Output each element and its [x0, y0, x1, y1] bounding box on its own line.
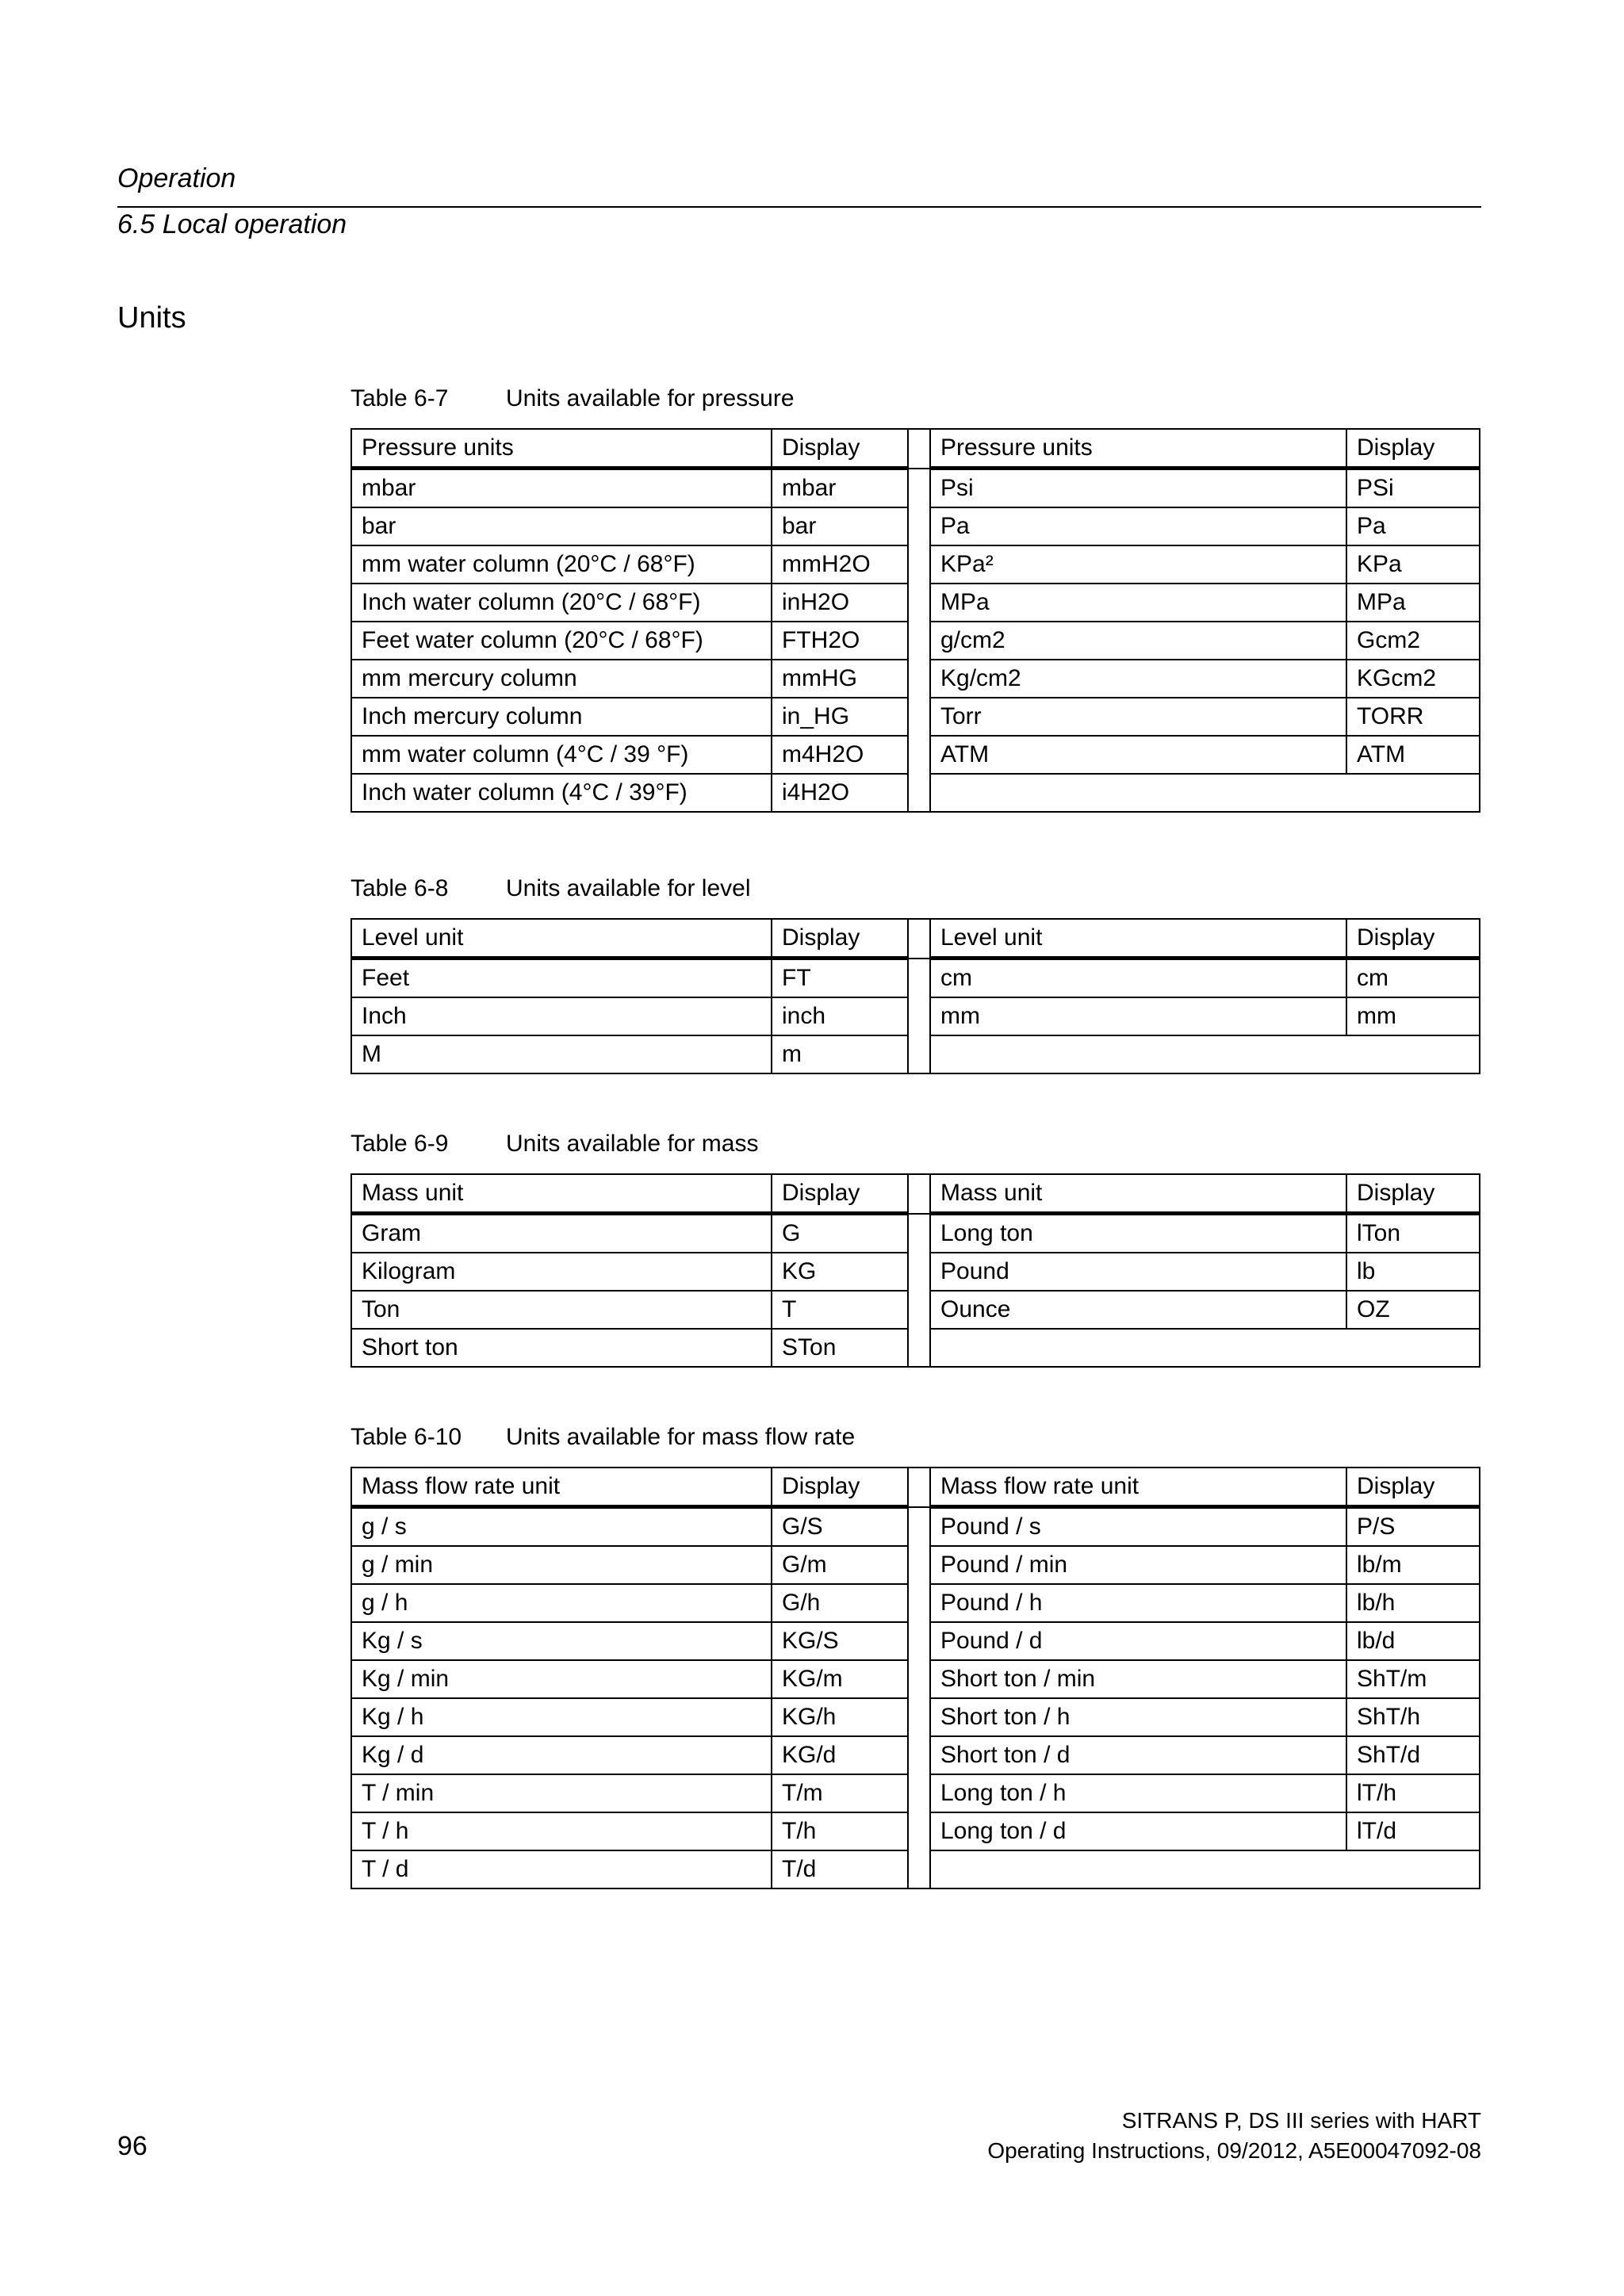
table-caption [350, 385, 795, 412]
column-header: Display [772, 1468, 908, 1507]
table-gap-cell [908, 1291, 930, 1329]
table-row [351, 469, 1480, 508]
table-cell: G [772, 1214, 908, 1253]
table-cell: ShT/m [1346, 1660, 1480, 1698]
column-header: Level unit [351, 919, 772, 959]
pressure-units-table [350, 428, 1480, 813]
table-header-row [351, 429, 1480, 469]
table-gap-cell [908, 774, 930, 812]
table-gap-cell [908, 919, 930, 959]
table-cell: inch [772, 997, 908, 1035]
table-gap-cell [908, 1774, 930, 1812]
table-cell: Short ton / min [930, 1660, 1346, 1698]
table-gap-cell [908, 1468, 930, 1507]
table-cell: mmH2O [772, 545, 908, 584]
table-caption [350, 1131, 758, 1158]
table-cell: Short ton / d [930, 1736, 1346, 1774]
table-gap-cell [908, 660, 930, 698]
table-caption [350, 875, 750, 902]
table-gap-cell [908, 545, 930, 584]
column-header: Level unit [930, 919, 1346, 959]
table-cell: bar [351, 507, 772, 545]
table-cell: Pound [930, 1253, 1346, 1291]
table-cell: Kg / h [351, 1698, 772, 1736]
table-caption [350, 1424, 855, 1451]
column-header: Display [1346, 1468, 1480, 1507]
table-cell: mm [930, 997, 1346, 1035]
table-cell: ShT/d [1346, 1736, 1480, 1774]
footer-product: SITRANS P, DS III series with HART [1121, 2108, 1481, 2133]
header-subsection: 6.5 Local operation [117, 209, 347, 239]
table-gap-cell [908, 1214, 930, 1253]
table-cell: FTH2O [772, 622, 908, 660]
table-cell: Kilogram [351, 1253, 772, 1291]
table-cell: Long ton / h [930, 1774, 1346, 1812]
table-cell: lb/m [1346, 1546, 1480, 1584]
column-header: Display [772, 919, 908, 959]
table-cell: ATM [1346, 736, 1480, 774]
table-gap-cell [908, 1546, 930, 1584]
table-cell: OZ [1346, 1291, 1480, 1329]
table-row [351, 736, 1480, 774]
table-row [351, 1622, 1480, 1660]
footer-doc-info: Operating Instructions, 09/2012, A5E00047092-08 [987, 2138, 1481, 2163]
table-gap-cell [908, 1698, 930, 1736]
table-gap-cell [908, 622, 930, 660]
table-gap-cell [908, 736, 930, 774]
table-cell: Gcm2 [1346, 622, 1480, 660]
table-cell: Psi [930, 469, 1346, 508]
table-cell: TORR [1346, 698, 1480, 736]
table-cell: lT/d [1346, 1812, 1480, 1850]
mass-flow-rate-units-table [350, 1467, 1480, 1889]
table-cell: lT/h [1346, 1774, 1480, 1812]
table-cell: Inch water column (20°C / 68°F) [351, 584, 772, 622]
column-header: Pressure units [930, 429, 1346, 469]
table-cell: Pound / s [930, 1507, 1346, 1547]
table-gap-cell [908, 584, 930, 622]
table-cell: Inch mercury column [351, 698, 772, 736]
column-header: Display [1346, 429, 1480, 469]
table-cell: mm water column (20°C / 68°F) [351, 545, 772, 584]
table-cell: T/m [772, 1774, 908, 1812]
empty-cell [930, 1329, 1480, 1367]
table-row [351, 545, 1480, 584]
table-row [351, 584, 1480, 622]
table-gap-cell [908, 1850, 930, 1888]
column-header: Mass unit [930, 1174, 1346, 1214]
table-cell: Short ton [351, 1329, 772, 1367]
table-gap-cell [908, 507, 930, 545]
table-cell: m [772, 1035, 908, 1073]
table-cell: T/d [772, 1850, 908, 1888]
table-row [351, 1850, 1480, 1888]
table-caption-number: Table 6-8 [350, 875, 449, 901]
table-cell: cm [1346, 959, 1480, 998]
table-cell: PSi [1346, 469, 1480, 508]
table-gap-cell [908, 698, 930, 736]
table-gap-cell [908, 1174, 930, 1214]
table-cell: T/h [772, 1812, 908, 1850]
table-cell: KPa [1346, 545, 1480, 584]
table-cell: g / min [351, 1546, 772, 1584]
table-gap-cell [908, 1329, 930, 1367]
table-row [351, 997, 1480, 1035]
column-header: Mass flow rate unit [930, 1468, 1346, 1507]
table-cell: T [772, 1291, 908, 1329]
table-caption-title: Units available for mass flow rate [506, 1424, 856, 1450]
table-row [351, 1507, 1480, 1547]
table-header-row [351, 1174, 1480, 1214]
table-cell: g/cm2 [930, 622, 1346, 660]
page-number: 96 [117, 2131, 147, 2161]
table-cell: Pa [930, 507, 1346, 545]
table-caption-title: Units available for pressure [506, 385, 795, 411]
table-row [351, 774, 1480, 812]
table-row [351, 1584, 1480, 1622]
table-cell: ATM [930, 736, 1346, 774]
table-row [351, 1329, 1480, 1367]
table-gap-cell [908, 469, 930, 508]
table-cell: mm [1346, 997, 1480, 1035]
table-cell: FT [772, 959, 908, 998]
table-cell: G/m [772, 1546, 908, 1584]
table-row [351, 507, 1480, 545]
table-cell: M [351, 1035, 772, 1073]
table-cell: cm [930, 959, 1346, 998]
table-cell: Long ton [930, 1214, 1346, 1253]
table-cell: KG [772, 1253, 908, 1291]
table-cell: mm water column (4°C / 39 °F) [351, 736, 772, 774]
table-cell: T / h [351, 1812, 772, 1850]
table-caption-number: Table 6-7 [350, 385, 449, 411]
table-cell: mm mercury column [351, 660, 772, 698]
table-caption-title: Units available for level [506, 875, 751, 901]
table-cell: lb [1346, 1253, 1480, 1291]
table-cell: g / s [351, 1507, 772, 1547]
table-cell: g / h [351, 1584, 772, 1622]
table-cell: bar [772, 507, 908, 545]
table-cell: P/S [1346, 1507, 1480, 1547]
column-header: Display [1346, 1174, 1480, 1214]
table-row [351, 1253, 1480, 1291]
table-cell: KG/m [772, 1660, 908, 1698]
table-cell: Pound / min [930, 1546, 1346, 1584]
table-gap-cell [908, 429, 930, 469]
table-cell: Pa [1346, 507, 1480, 545]
table-cell: ShT/h [1346, 1698, 1480, 1736]
table-cell: Long ton / d [930, 1812, 1346, 1850]
header-rule [117, 206, 1481, 208]
table-gap-cell [908, 1253, 930, 1291]
table-header-row [351, 919, 1480, 959]
table-cell: Inch water column (4°C / 39°F) [351, 774, 772, 812]
table-row [351, 660, 1480, 698]
table-row [351, 1736, 1480, 1774]
table-cell: KG/d [772, 1736, 908, 1774]
table-cell: MPa [930, 584, 1346, 622]
table-cell: in_HG [772, 698, 908, 736]
table-cell: lTon [1346, 1214, 1480, 1253]
table-cell: Kg / min [351, 1660, 772, 1698]
empty-cell [930, 1035, 1480, 1073]
table-row [351, 622, 1480, 660]
table-gap-cell [908, 1584, 930, 1622]
level-units-table [350, 918, 1480, 1074]
table-caption-title: Units available for mass [506, 1131, 759, 1157]
column-header: Pressure units [351, 429, 772, 469]
table-cell: inH2O [772, 584, 908, 622]
page-heading: Units [117, 301, 186, 335]
table-gap-cell [908, 997, 930, 1035]
table-cell: mmHG [772, 660, 908, 698]
table-cell: Inch [351, 997, 772, 1035]
table-row [351, 698, 1480, 736]
table-cell: Kg/cm2 [930, 660, 1346, 698]
column-header: Mass unit [351, 1174, 772, 1214]
column-header: Display [772, 1174, 908, 1214]
table-header-row [351, 1468, 1480, 1507]
table-cell: KG/h [772, 1698, 908, 1736]
table-row [351, 1774, 1480, 1812]
table-cell: T / d [351, 1850, 772, 1888]
table-caption-number: Table 6-10 [350, 1424, 462, 1450]
table-cell: i4H2O [772, 774, 908, 812]
footer-info [987, 2106, 1481, 2166]
table-row [351, 1291, 1480, 1329]
table-row [351, 1660, 1480, 1698]
mass-units-table [350, 1173, 1480, 1368]
table-cell: Ounce [930, 1291, 1346, 1329]
column-header: Mass flow rate unit [351, 1468, 772, 1507]
table-cell: Kg / d [351, 1736, 772, 1774]
table-cell: T / min [351, 1774, 772, 1812]
table-cell: G/S [772, 1507, 908, 1547]
empty-cell [930, 774, 1480, 812]
table-cell: m4H2O [772, 736, 908, 774]
table-cell: MPa [1346, 584, 1480, 622]
column-header: Display [772, 429, 908, 469]
table-gap-cell [908, 1507, 930, 1547]
table-cell: Pound / d [930, 1622, 1346, 1660]
table-gap-cell [908, 959, 930, 998]
table-cell: Kg / s [351, 1622, 772, 1660]
table-gap-cell [908, 1736, 930, 1774]
header-section: Operation [117, 163, 236, 193]
table-cell: lb/d [1346, 1622, 1480, 1660]
table-caption-number: Table 6-9 [350, 1131, 449, 1157]
table-cell: KGcm2 [1346, 660, 1480, 698]
table-cell: Feet water column (20°C / 68°F) [351, 622, 772, 660]
table-cell: Ton [351, 1291, 772, 1329]
table-cell: mbar [351, 469, 772, 508]
table-gap-cell [908, 1812, 930, 1850]
table-cell: Short ton / h [930, 1698, 1346, 1736]
table-row [351, 1546, 1480, 1584]
table-gap-cell [908, 1622, 930, 1660]
table-cell: Pound / h [930, 1584, 1346, 1622]
table-row [351, 959, 1480, 998]
column-header: Display [1346, 919, 1480, 959]
table-cell: Feet [351, 959, 772, 998]
table-row [351, 1698, 1480, 1736]
table-row [351, 1035, 1480, 1073]
table-row [351, 1812, 1480, 1850]
empty-cell [930, 1850, 1480, 1888]
table-cell: Gram [351, 1214, 772, 1253]
table-cell: G/h [772, 1584, 908, 1622]
table-cell: Torr [930, 698, 1346, 736]
table-gap-cell [908, 1035, 930, 1073]
table-cell: lb/h [1346, 1584, 1480, 1622]
table-cell: KG/S [772, 1622, 908, 1660]
table-cell: STon [772, 1329, 908, 1367]
table-cell: mbar [772, 469, 908, 508]
table-row [351, 1214, 1480, 1253]
table-cell: KPa² [930, 545, 1346, 584]
table-gap-cell [908, 1660, 930, 1698]
